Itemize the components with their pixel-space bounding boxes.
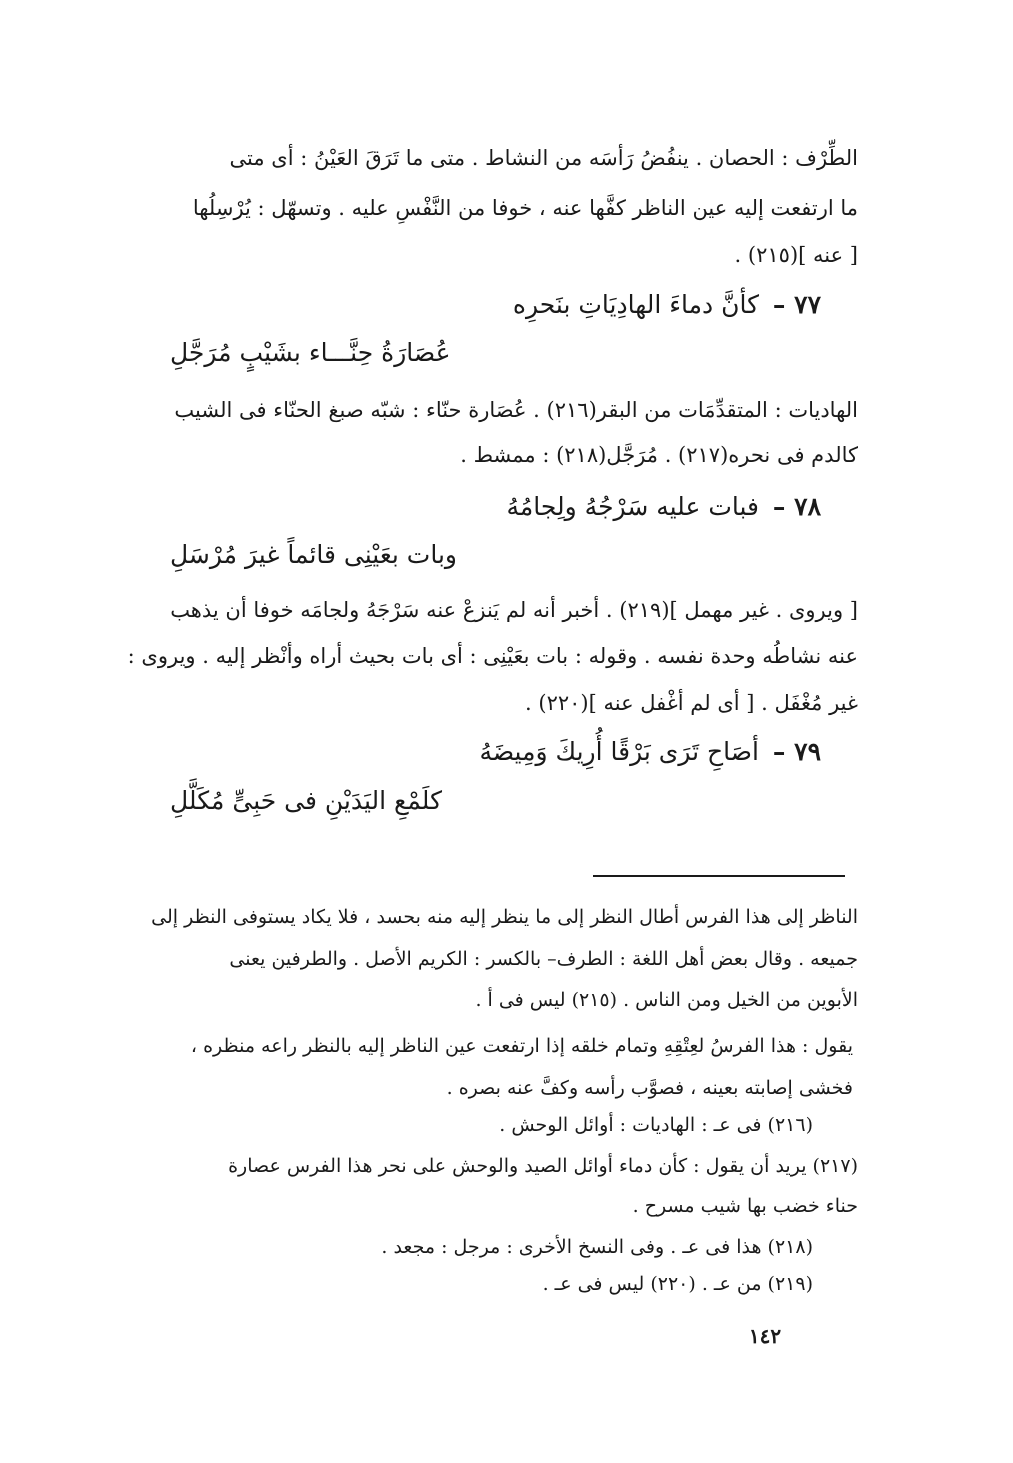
- verse-number: ٧٩ –: [772, 737, 821, 766]
- footnote-line: الأبوين من الخيل ومن الناس . (٢١٥) ليس فى أ .: [475, 989, 858, 1011]
- footnote-217: (٢١٧) يريد أن يقول : كأن دماء أوائل الصيد والوحش على نحر هذا الفرس عصارة: [228, 1155, 858, 1177]
- verse-78-first-hemistich: [507, 490, 822, 524]
- footnote-line: فخشى إصابته بعينه ، فصوَّب رأسه وكفَّ عنه بصره .: [446, 1077, 853, 1099]
- footnote-219-220: (٢١٩) من عـ . (٢٢٠) ليس فى عـ .: [542, 1273, 813, 1295]
- verse-79-first-hemistich: [479, 735, 821, 769]
- commentary-line: [ ويروى . غير مهمل ](٢١٩) . أخبر أنه لم يَنزعْ عنه سَرْجَهُ ولجامَه خوفا أن يذهب: [170, 598, 858, 622]
- verse-79-second-hemistich: كلَمْعِ اليَدَيْنِ فى حَبِىٍّ مُكَلَّلِ: [170, 786, 442, 815]
- verse-78-second-hemistich: وبات بعَيْنِى قائماً غيرَ مُرْسَلِ: [170, 540, 457, 569]
- footnote-217-continued: حناء خضب بها شيب مسرح .: [632, 1195, 858, 1217]
- verse-text: كأنَّ دماءَ الهادِيَاتِ بنَحرِه: [512, 290, 759, 319]
- page-number: ١٤٢: [748, 1324, 782, 1348]
- commentary-line: [ عنه ](٢١٥) .: [734, 243, 858, 267]
- verse-text: أصَاحِ تَرَى بَرْقًا أُرِيكَ وَمِيضَهُ: [479, 737, 759, 766]
- verse-77-first-hemistich: [513, 288, 821, 322]
- verse-number: ٧٨ –: [772, 492, 821, 521]
- footnote-218: (٢١٨) هذا فى عـ . وفى النسخ الأخرى : مرجل : مجعد .: [381, 1236, 813, 1258]
- commentary-line: كالدم فى نحره(٢١٧) . مُرَجَّل(٢١٨) : ممشط .: [460, 443, 858, 467]
- verse-77-second-hemistich: عُصَارَةُ حِنَّـــاء بشَيْبٍ مُرَجَّلِ: [170, 338, 451, 367]
- commentary-line: ما ارتفعت إليه عين الناظر كفَّها عنه ، خوفا من النَّفْسِ عليه . وتسهّل : يُرْسِلُها: [192, 196, 858, 220]
- footnote-line: جميعه . وقال بعض أهل اللغة : الطرف– بالكسر : الكريم الأصل . والطرفين يعنى: [229, 948, 858, 970]
- commentary-line: غير مُغْفَل . [ أى لم أغْفل عنه ](٢٢٠) .: [525, 691, 858, 715]
- commentary-line: عنه نشاطُه وحدة نفسه . وقوله : بات بعَيْنِى : أى بات بحيث أراه وأنْظر إليه . ويروى :: [127, 644, 858, 668]
- commentary-line: الطِّرْف : الحصان . ينفُضُ رَأسَه من النشاط . متى ما تَرَقَ العَيْنُ : أى متى: [229, 146, 858, 170]
- verse-text: فبات عليه سَرْجُهُ ولِجامُهُ: [506, 492, 759, 521]
- commentary-line: الهاديات : المتقدِّمَات من البقر(٢١٦) . عُصَارة حنّاء : شبّه صبغ الحنّاء فى الشيب: [174, 398, 858, 422]
- footnote-separator: [593, 875, 845, 877]
- footnote-216: (٢١٦) فى عـ : الهاديات : أوائل الوحش .: [499, 1114, 813, 1136]
- footnote-line: الناظر إلى هذا الفرس أطال النظر إلى ما ينظر إليه منه بحسد ، فلا يكاد يستوفى النظر إلى: [151, 906, 858, 928]
- footnote-line: يقول : هذا الفرسُ لعِتْقِهِ وتمام خلقه إذا ارتفعت عين الناظر إليه بالنظر راعه منظره ،: [190, 1035, 853, 1057]
- verse-number: ٧٧ –: [772, 290, 821, 319]
